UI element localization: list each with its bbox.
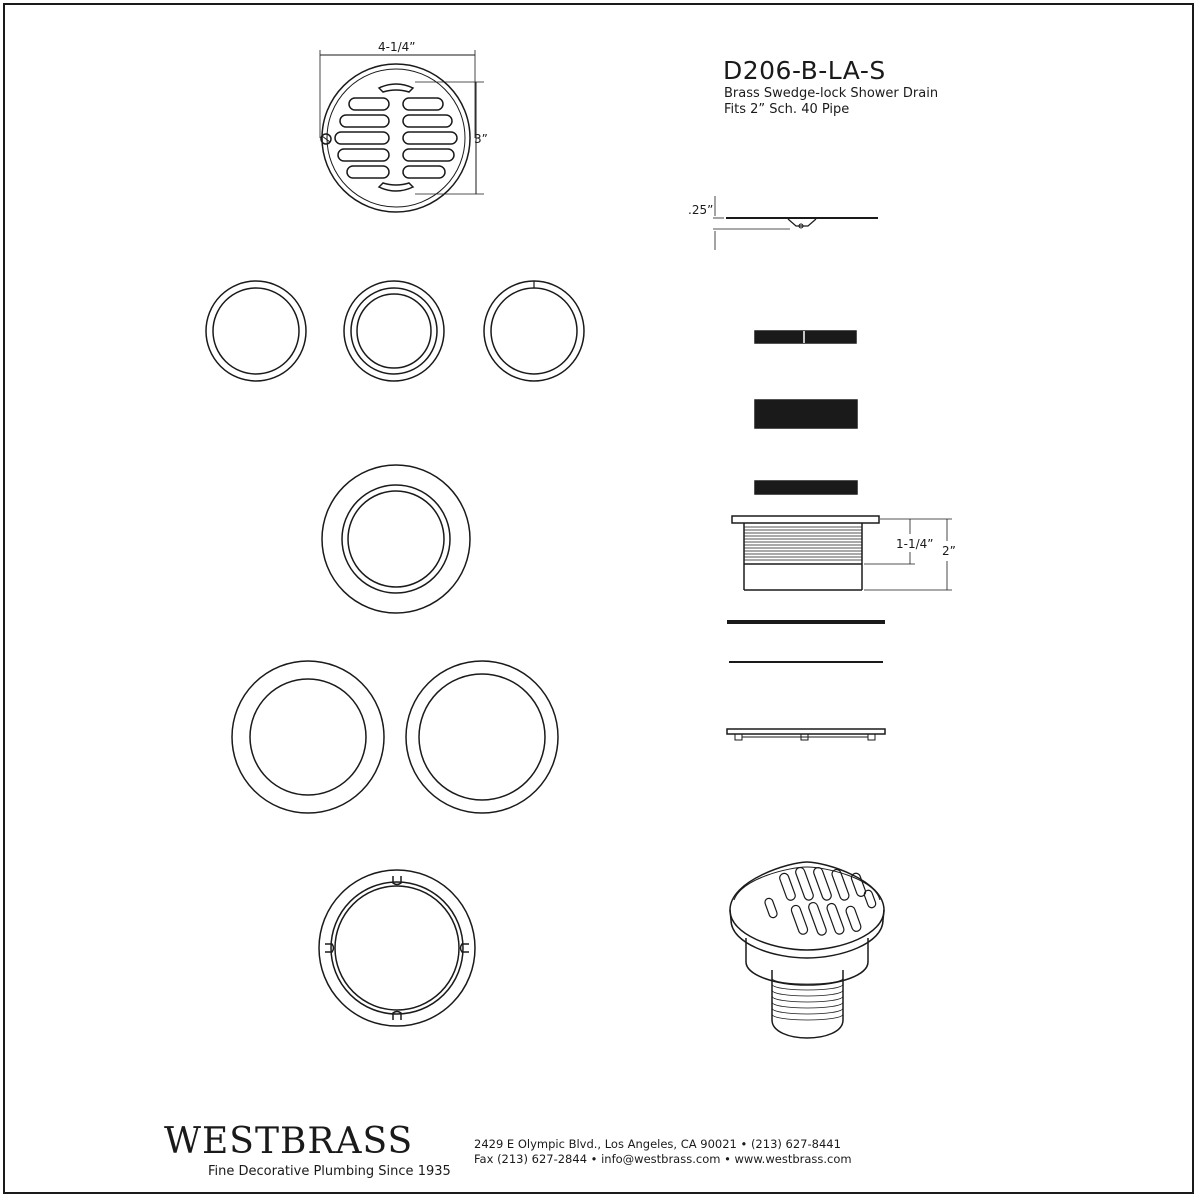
flange-ring-top-view — [322, 465, 470, 613]
pipe-fit-note: Fits 2” Sch. 40 Pipe — [724, 102, 850, 117]
flange-thickness-dimension: .25” — [688, 203, 714, 217]
drain-isometric-view — [730, 862, 884, 1038]
company-tagline: Fine Decorative Plumbing Since 1935 — [208, 1164, 451, 1179]
grid-width-dimension: 4-1/4” — [378, 40, 416, 54]
company-logo: WESTBRASS — [164, 1121, 414, 1162]
strainer-side-profile — [713, 196, 878, 250]
washer-ring-left — [206, 281, 306, 381]
large-ring-right — [406, 661, 558, 813]
large-ring-left — [232, 661, 384, 813]
body-height-dimension: 2” — [942, 544, 956, 558]
drain-body-side-view — [732, 516, 952, 590]
lock-ring-top-view — [319, 870, 475, 1026]
company-address: 2429 E Olympic Blvd., Los Angeles, CA 90021 • (213) 627-8441 — [474, 1137, 841, 1151]
grid-height-dimension: 3” — [474, 132, 488, 146]
product-description: Brass Swedge-lock Shower Drain — [724, 86, 939, 101]
gasket-side-view — [755, 400, 857, 428]
base-plate-side-view — [727, 729, 885, 740]
washer-side-view-split — [755, 331, 856, 343]
company-contact: Fax (213) 627-2844 • info@westbrass.com • www.westbrass.com — [474, 1152, 852, 1166]
model-number: D206-B-LA-S — [723, 56, 886, 85]
washer-ring-center — [344, 281, 444, 381]
washer-side-view-thin — [755, 481, 857, 494]
strainer-grid-top-view — [320, 50, 484, 212]
washer-ring-split — [484, 281, 584, 381]
thread-height-dimension: 1-1/4” — [896, 537, 934, 551]
